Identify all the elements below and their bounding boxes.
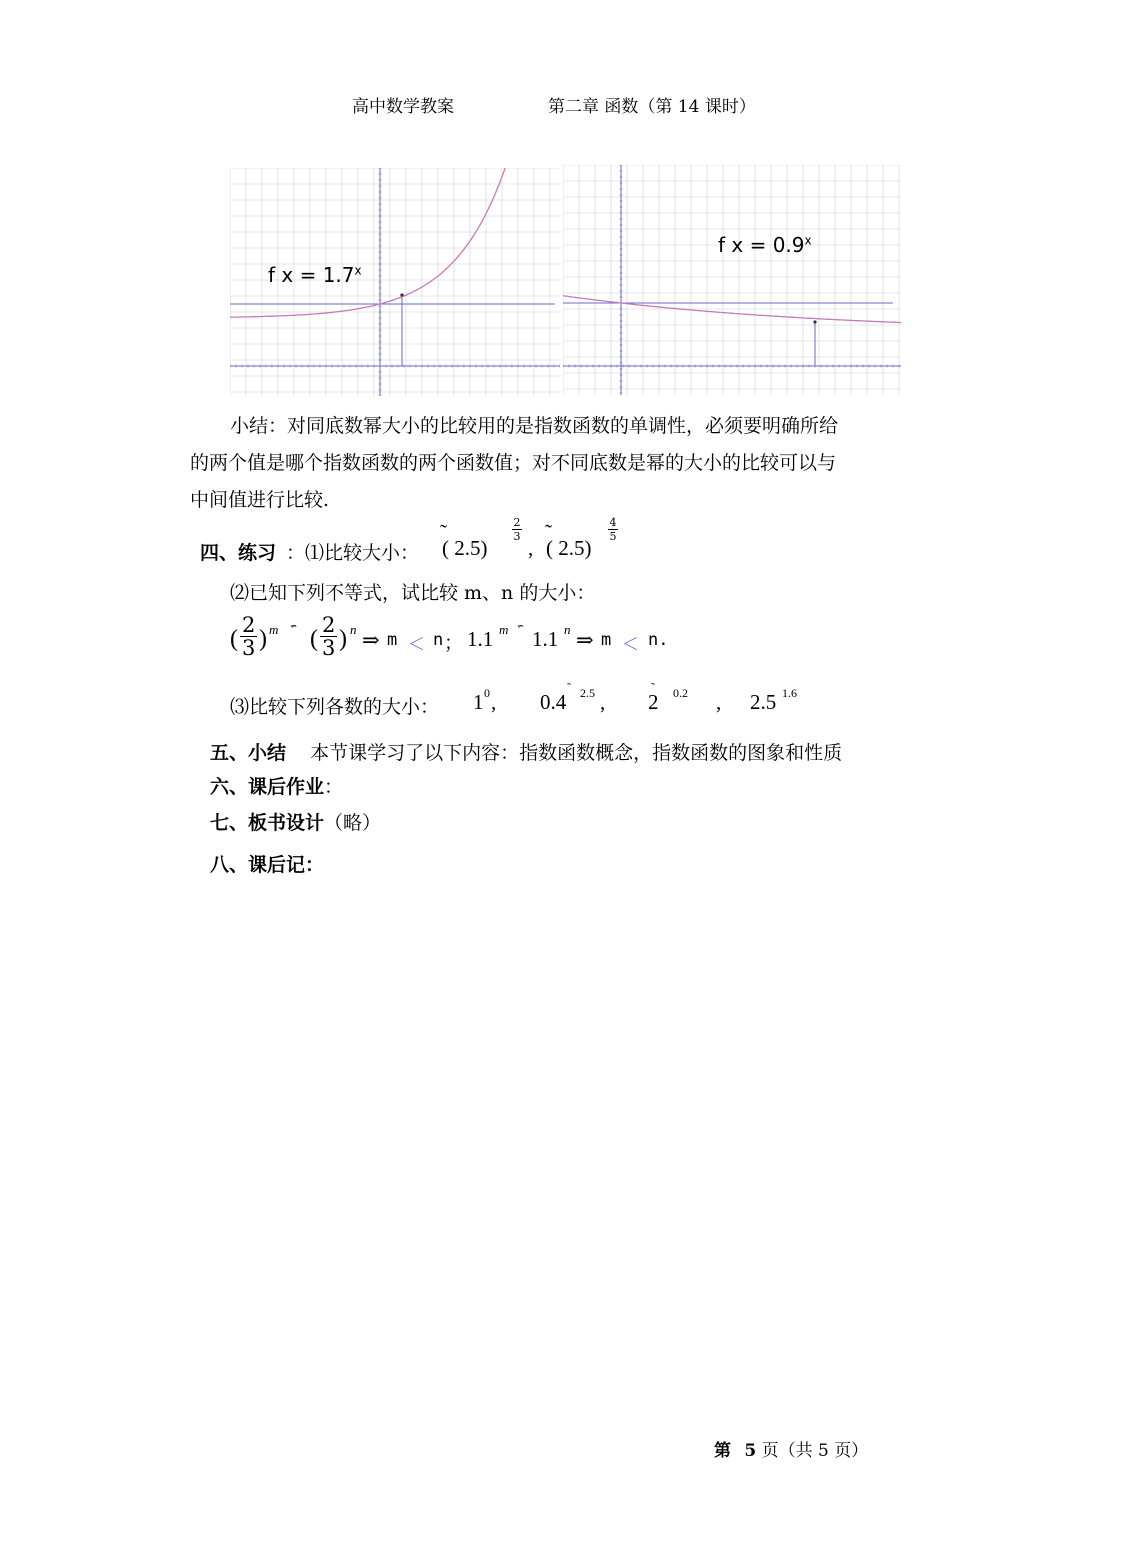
header-right: 第二章 函数（第 14 课时） [548, 97, 756, 117]
section-5 [210, 738, 842, 765]
exercise-2-text: ⑵已知下列不等式，试比较 m、n 的大小： [230, 582, 596, 604]
section-6-colon: ： [324, 776, 344, 798]
q2-lt-a: ＜ [408, 635, 425, 655]
curve-1-7 [230, 168, 520, 317]
q2-frac-a: $\frac{2}{3}$ [242, 613, 256, 660]
q2-relation-a: ˚̂̂ [290, 622, 295, 637]
exercise-2-math: ( $\frac{2}{3}$ ) m ˚̂̂ ( $\frac{2}{3}$ ) n ⇒ m ＜ n ； 1.1 m ˚̂ 1.1 n ⇒ m ＜ n. [230, 613, 669, 660]
q2-exp-n: n [350, 622, 357, 637]
graph-exp-1-7 [230, 168, 560, 396]
q2-relation-b: ˚̂ [517, 622, 522, 637]
q1-exp1: 2 3 [513, 516, 521, 543]
section-5-title: 五、小结 [210, 742, 287, 764]
summary-line-2: 的两个值是哪个指数函数的两个函数值；对不同底数是幂的大小的比较可以与 [190, 452, 837, 474]
q3-b-exp: 2.5 [580, 686, 595, 700]
footer-suffix: 页（共 5 页） [761, 1441, 869, 1461]
q2-n-end: n. [648, 630, 669, 650]
q2-exp-n-2: n [564, 622, 571, 637]
q3-a-exp: 0 [484, 686, 490, 700]
q2-base-d: 1.1 [532, 627, 559, 651]
page-footer [714, 1436, 868, 1461]
q3-comma-2: , [600, 690, 606, 714]
q2-lt-b: ＜ [622, 635, 639, 655]
q1-tilde-b: ˜ [545, 520, 552, 544]
q2-frac-b: $\frac{2}{3}$ [322, 613, 336, 660]
section-6 [210, 772, 343, 799]
q3-comma-3: , [716, 690, 722, 714]
q3-text: ⑶比较下列各数的大小： [230, 696, 440, 718]
q2-m-b: m [601, 630, 612, 650]
q2-semicolon: ； [444, 632, 464, 654]
section-8-title: 八、课后记： [210, 854, 325, 876]
q2-n-a: n [433, 630, 444, 650]
q2-base-c: 1.1 [467, 627, 494, 651]
q2-m-a: m [387, 630, 398, 650]
q3-d-exp: 1.6 [782, 686, 797, 700]
q1-base-b: ( 2.5) [546, 536, 592, 560]
q1-tilde-a: ˜ [440, 520, 447, 544]
exercise-3: ⑶比较下列各数的大小： 1 0 , 0.4 ˜ 2.5 , 2 ˜ 0.2 , 2.5 1.6 [230, 680, 797, 718]
q3-comma-1: , [491, 690, 497, 714]
section-7 [210, 808, 381, 835]
section-7-text: （略） [324, 812, 382, 834]
q3-b: 0.4 [540, 690, 567, 714]
graph-left-label: f $x = 1.7^x$ [268, 263, 362, 287]
section-7-title: 七、板书设计 [210, 812, 325, 834]
footer-prefix: 第 [714, 1441, 731, 1461]
point-marker [813, 320, 816, 323]
q2-arrow-b: ⇒ [576, 628, 594, 652]
graph-exp-0-9 [563, 165, 901, 395]
q3-a: 1 [473, 690, 484, 714]
q1-base-a: ( 2.5) [442, 536, 488, 560]
q2-exp-m: m [269, 622, 279, 637]
summary-line-1: 小结：对同底数幂大小的比较用的是指数函数的单调性，必须要明确所给 [230, 415, 839, 437]
q3-d: 2.5 [750, 690, 777, 714]
q1-label: ：⑴比较大小： [286, 542, 420, 564]
summary-line-3: 中间值进行比较. [190, 489, 330, 511]
footer-page-number: 5 [744, 1441, 757, 1461]
q3-c: 2 [648, 690, 659, 714]
graph-right-svg [563, 165, 901, 395]
point-marker [400, 293, 403, 296]
q1-exp2: 4 5 [609, 516, 617, 543]
q3-c-exp: 0.2 [673, 686, 688, 700]
summary-paragraph [190, 408, 950, 519]
header-left: 高中数学教案 [352, 97, 454, 117]
graph-right-label: f $x = 0.9^x$ [718, 233, 812, 257]
section-6-title: 六、课后作业 [210, 776, 325, 798]
q2-arrow-a: ⇒ [362, 628, 380, 652]
q2-exp-m-2: m [499, 622, 509, 637]
section-5-text: 本节课学习了以下内容：指数函数概念，指数函数的图象和性质 [310, 742, 843, 764]
exercises-title: 四、练习 [200, 542, 277, 564]
q1-sep: , [528, 536, 534, 560]
